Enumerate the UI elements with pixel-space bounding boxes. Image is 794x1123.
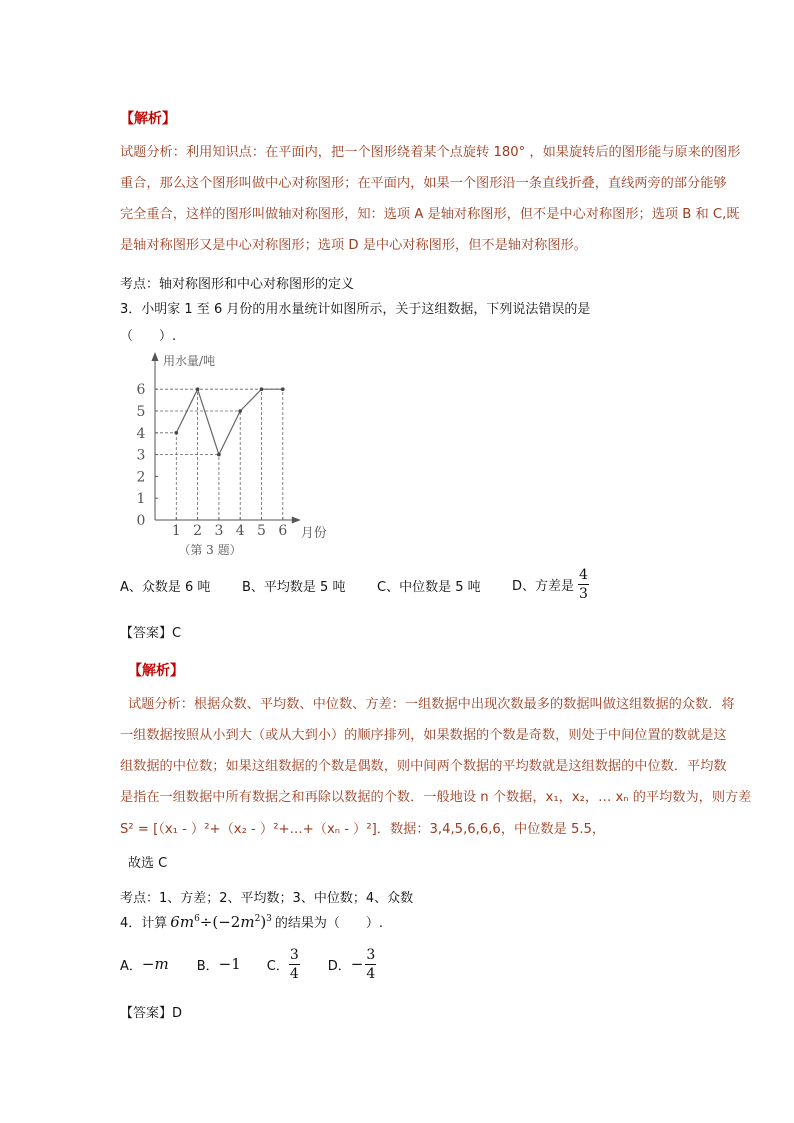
q2-analysis-heading: 【解析】 [120, 111, 176, 127]
q4-options [120, 942, 376, 986]
x-tick-label: 5 [257, 523, 266, 539]
q3-kaodian: 考点：1、方差；2、平均数；3、中位数；4、众数 [120, 891, 414, 906]
q4-option-d-fraction [365, 948, 376, 981]
x-tick-label: 2 [193, 523, 203, 539]
y-tick-label: 1 [136, 491, 146, 508]
x-axis-label: 月份 [300, 526, 327, 541]
fraction-denominator: 3 [579, 586, 588, 602]
y-axis-label: 用水量/吨 [163, 354, 216, 368]
q3-analysis-line: 是指在一组数据中所有数据之和再除以数据的个数．一般地设 n 个数据，x₁，x₂，… xₙ 的平均数为，则方差 [120, 790, 752, 805]
series-line [176, 389, 282, 454]
data-point [217, 453, 221, 457]
fraction-numerator: 4 [579, 567, 588, 583]
y-tick-label: 4 [136, 425, 146, 442]
fraction-denominator: 4 [366, 965, 376, 982]
data-point [238, 409, 242, 413]
y-tick-label: 0 [136, 513, 146, 529]
y-tick-label: 2 [136, 469, 146, 486]
q2-analysis-line: 重合，那么这个图形叫做中心对称图形；在平面内，如果一个图形沿一条直线折叠，直线两旁的部分能够 [120, 176, 727, 191]
x-axis-arrow [292, 517, 301, 524]
q4-option-c-fraction [289, 948, 300, 981]
y-tick-label: 3 [136, 447, 146, 464]
q4-stem-suffix: 的结果为（ ）. [274, 916, 384, 931]
data-point [196, 387, 200, 391]
fraction-denominator: 4 [289, 965, 299, 982]
y-tick-label: 5 [136, 404, 146, 420]
q3-stem: 3．小明家 1 至 6 月份的用水量统计如图所示，关于这组数据，下列说法错误的是 [120, 302, 591, 317]
q3-paren: （ ）. [120, 329, 177, 344]
q4-answer: 【答案】D [120, 1006, 183, 1021]
x-tick-label: 6 [278, 523, 288, 539]
q3-option-a: A、众数是 6 吨 [120, 580, 211, 595]
q4-option-b-value: −1 [218, 955, 241, 973]
q3-analysis-heading: 【解析】 [128, 663, 184, 679]
chart-caption: （第 3 题） [178, 543, 242, 557]
q4-option-a-label: A． [120, 958, 142, 974]
data-point [281, 387, 285, 391]
x-tick-label: 1 [171, 523, 181, 539]
q3-analysis-line: 组数据的中位数；如果这组数据的个数是偶数，则中间两个数据的平均数就是这组数据的中位数．平均数 [120, 759, 727, 774]
fraction-numerator: 3 [366, 946, 376, 963]
data-point [260, 387, 264, 391]
q2-analysis-line: 试题分析：利用知识点：在平面内，把一个图形绕着某个点旋转 180° ，如果旋转后的图形能与原来的图形 [120, 145, 741, 160]
q2-kaodian: 考点：轴对称图形和中心对称图形的定义 [120, 277, 355, 292]
y-tick-label: 6 [136, 382, 146, 399]
x-tick-label: 4 [235, 523, 245, 539]
q4-stem-prefix: 4．计算 [120, 916, 168, 931]
data-point [175, 431, 179, 435]
q4-option-a-value: −m [141, 955, 169, 973]
water-usage-line-chart [110, 345, 327, 560]
q3-analysis-line: S² = [（x₁ - ）²+（x₂ - ）²+…+（xₙ - ）²]．数据：3,4,5,6,6,6，中位数是 5.5， [120, 822, 606, 837]
q3-analysis-line: 试题分析：根据众数、平均数、中位数、方差：一组数据中出现次数最多的数据叫做这组数据的众数．将 [128, 697, 735, 712]
q4-option-d-sign: − [350, 955, 364, 973]
q3-option-b: B、平均数是 5 吨 [242, 580, 346, 595]
q2-analysis-line: 完全重合，这样的图形叫做轴对称图形，知：选项 A 是轴对称图形，但不是中心对称图形；选项 B 和 C,既 [120, 207, 740, 222]
q3-option-d-fraction [578, 568, 589, 601]
q4-expression: $6m^6\div(-2m^2)^3$ [170, 912, 272, 931]
q2-analysis-line: 是轴对称图形又是中心对称图形；选项 D 是中心对称图形，但不是轴对称图形。 [120, 238, 587, 253]
q4-option-d-label: D． [327, 958, 351, 974]
x-tick-label: 3 [214, 523, 224, 539]
q4-option-b-label: B． [196, 958, 219, 974]
q3-answer: 【答案】C [120, 626, 182, 641]
q4-option-c-label: C． [266, 958, 289, 974]
fraction-numerator: 3 [289, 946, 299, 963]
q3-option-d-text: D、方差是 [512, 579, 575, 594]
y-axis-arrow [152, 352, 159, 361]
q3-conclusion: 故选 C [128, 856, 168, 871]
q3-option-d [512, 568, 589, 601]
q3-option-c: C、中位数是 5 吨 [377, 580, 481, 595]
q4-stem [120, 912, 383, 931]
q3-analysis-line: 一组数据按照从小到大（或从大到小）的顺序排列，如果数据的个数是奇数，则处于中间位置的数就是这 [120, 728, 727, 743]
